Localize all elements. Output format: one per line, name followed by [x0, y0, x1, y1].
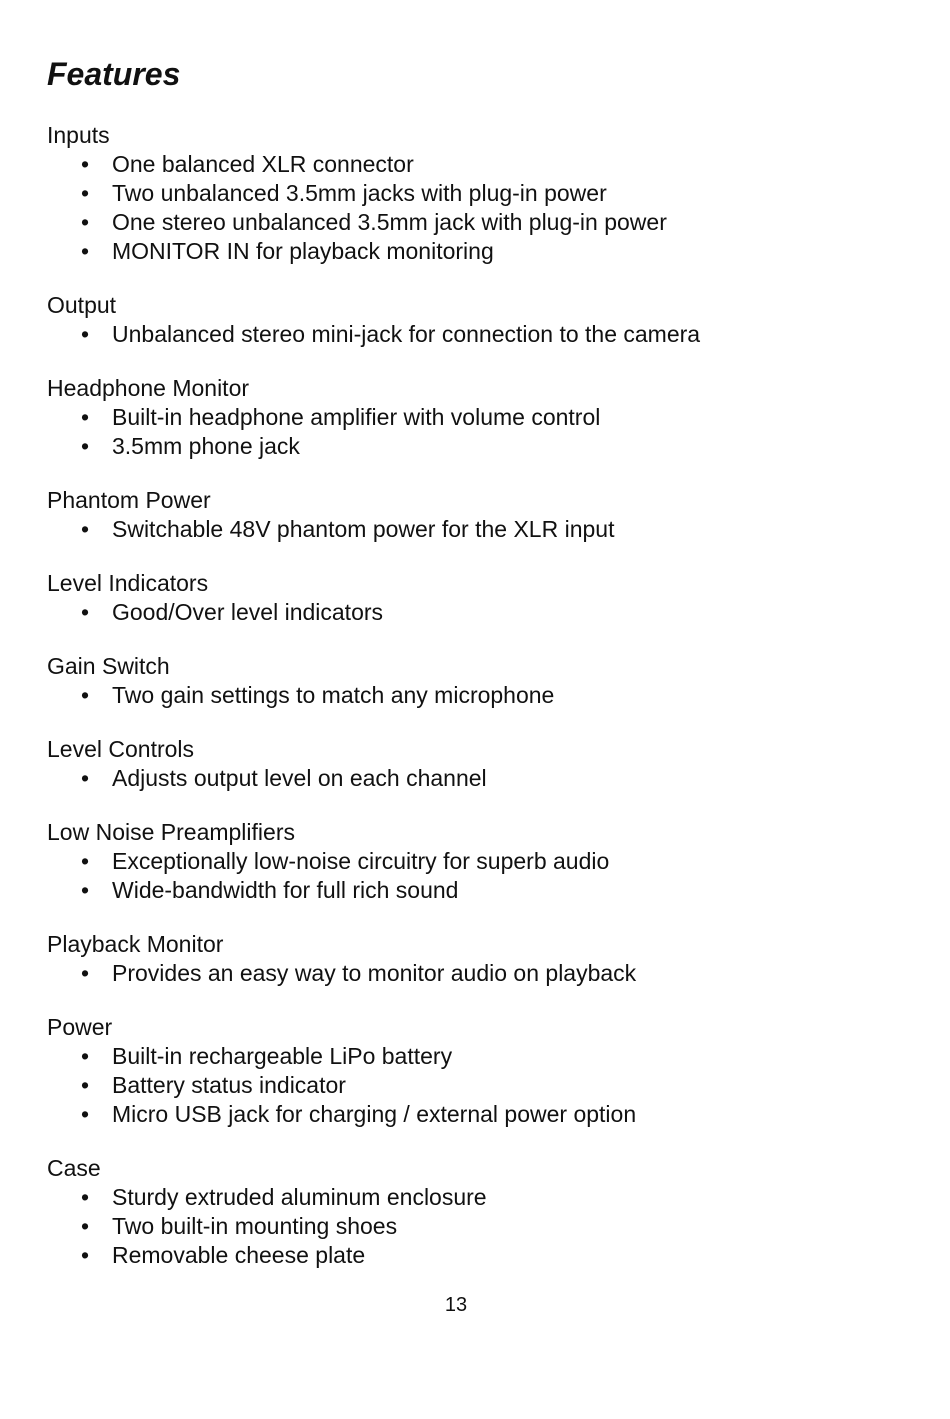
list-item — [47, 959, 907, 988]
list-item — [47, 515, 907, 544]
bullet-list — [47, 847, 907, 905]
section-heading: Level Controls — [47, 736, 195, 762]
section-heading: Output — [47, 292, 117, 318]
feature-section — [47, 486, 907, 544]
list-item — [47, 1212, 907, 1241]
bullet-icon: • — [81, 238, 90, 264]
list-item — [47, 237, 907, 266]
list-item-text: Switchable 48V phantom power for the XLR input — [112, 516, 615, 542]
feature-section — [47, 121, 907, 266]
list-item-text: Unbalanced stereo mini-jack for connection to the camera — [112, 321, 701, 347]
list-item-text: Provides an easy way to monitor audio on playback — [112, 960, 637, 986]
bullet-icon: • — [81, 848, 90, 874]
bullet-icon: • — [81, 1242, 90, 1268]
list-item — [47, 1071, 907, 1100]
list-item — [47, 1241, 907, 1270]
feature-section — [47, 735, 907, 793]
bullet-icon: • — [81, 599, 90, 625]
list-item-text: Two gain settings to match any microphone — [112, 682, 555, 708]
feature-section — [47, 374, 907, 461]
list-item-text: Two unbalanced 3.5mm jacks with plug-in power — [112, 180, 607, 206]
feature-section — [47, 1154, 907, 1270]
list-item — [47, 150, 907, 179]
bullet-list — [47, 598, 907, 627]
feature-section — [47, 818, 907, 905]
list-item-text: Battery status indicator — [112, 1072, 346, 1098]
bullet-list — [47, 1042, 907, 1129]
bullet-list — [47, 515, 907, 544]
feature-section — [47, 652, 907, 710]
section-heading: Gain Switch — [47, 653, 170, 679]
section-heading: Case — [47, 1155, 101, 1181]
section-heading: Phantom Power — [47, 487, 211, 513]
list-item-text: Built-in rechargeable LiPo battery — [112, 1043, 453, 1069]
list-item-text: Micro USB jack for charging / external power option — [112, 1101, 637, 1127]
bullet-icon: • — [81, 404, 90, 430]
list-item — [47, 876, 907, 905]
section-heading: Level Indicators — [47, 570, 209, 596]
bullet-list — [47, 403, 907, 461]
list-item-text: Exceptionally low-noise circuitry for superb audio — [112, 848, 610, 874]
list-item-text: Wide-bandwidth for full rich sound — [112, 877, 459, 903]
bullet-list — [47, 681, 907, 710]
list-item-text: Removable cheese plate — [112, 1242, 366, 1268]
feature-sections — [47, 121, 907, 1295]
bullet-icon: • — [81, 1213, 90, 1239]
list-item — [47, 320, 907, 349]
list-item-text: One balanced XLR connector — [112, 151, 414, 177]
section-heading: Playback Monitor — [47, 931, 224, 957]
bullet-list — [47, 764, 907, 793]
bullet-list — [47, 150, 907, 266]
bullet-icon: • — [81, 877, 90, 903]
list-item — [47, 847, 907, 876]
bullet-list — [47, 1183, 907, 1270]
list-item — [47, 1042, 907, 1071]
list-item-text: MONITOR IN for playback monitoring — [112, 238, 494, 264]
bullet-icon: • — [81, 433, 90, 459]
bullet-list — [47, 959, 907, 988]
section-heading: Inputs — [47, 122, 110, 148]
list-item — [47, 403, 907, 432]
list-item-text: Adjusts output level on each channel — [112, 765, 487, 791]
bullet-icon: • — [81, 209, 90, 235]
list-item — [47, 208, 907, 237]
list-item — [47, 1100, 907, 1129]
section-heading: Headphone Monitor — [47, 375, 250, 401]
feature-section — [47, 291, 907, 349]
section-heading: Power — [47, 1014, 113, 1040]
bullet-icon: • — [81, 180, 90, 206]
feature-section — [47, 1013, 907, 1129]
list-item-text: Sturdy extruded aluminum enclosure — [112, 1184, 487, 1210]
list-item-text: One stereo unbalanced 3.5mm jack with plug-in power — [112, 209, 667, 235]
list-item — [47, 681, 907, 710]
list-item — [47, 179, 907, 208]
bullet-icon: • — [81, 960, 90, 986]
feature-section — [47, 569, 907, 627]
bullet-icon: • — [81, 682, 90, 708]
list-item-text: Built-in headphone amplifier with volume control — [112, 404, 601, 430]
bullet-list — [47, 320, 907, 349]
bullet-icon: • — [81, 151, 90, 177]
section-heading: Low Noise Preamplifiers — [47, 819, 295, 845]
bullet-icon: • — [81, 765, 90, 791]
bullet-icon: • — [81, 1072, 90, 1098]
list-item-text: Two built-in mounting shoes — [112, 1213, 398, 1239]
bullet-icon: • — [81, 1043, 90, 1069]
bullet-icon: • — [81, 321, 90, 347]
list-item — [47, 598, 907, 627]
bullet-icon: • — [81, 1184, 90, 1210]
bullet-icon: • — [81, 516, 90, 542]
page-number: 13 — [444, 1294, 468, 1316]
list-item — [47, 764, 907, 793]
list-item — [47, 432, 907, 461]
list-item-text: Good/Over level indicators — [112, 599, 384, 625]
feature-section — [47, 930, 907, 988]
page-title: Features — [47, 56, 181, 92]
list-item — [47, 1183, 907, 1212]
bullet-icon: • — [81, 1101, 90, 1127]
list-item-text: 3.5mm phone jack — [112, 433, 300, 459]
